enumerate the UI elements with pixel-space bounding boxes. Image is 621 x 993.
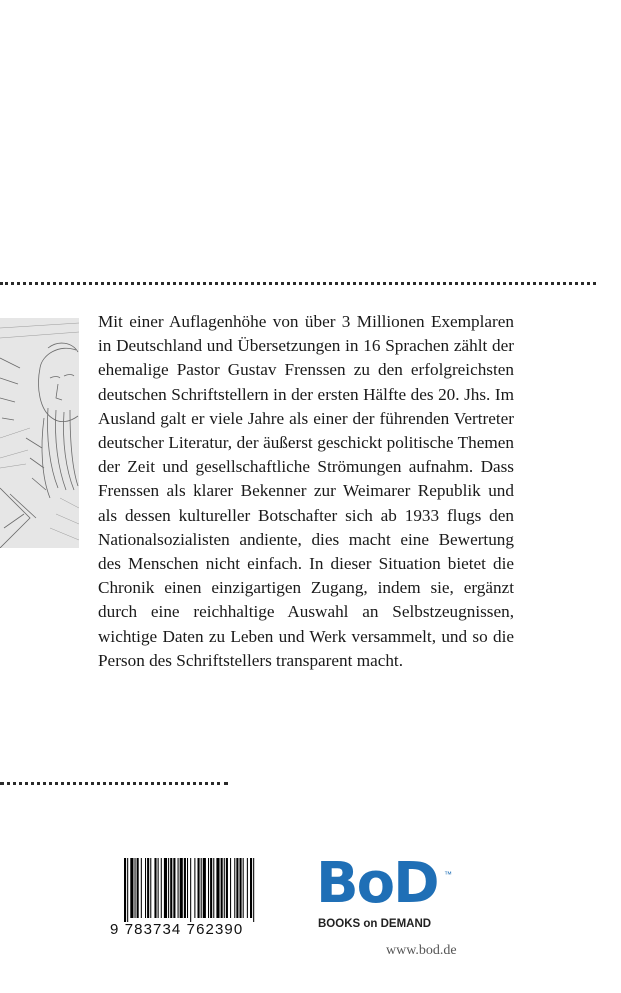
dotted-divider-top [0,282,596,285]
bod-wordmark: BoD [316,851,438,916]
isbn-digits: 9 783734 762390 [110,921,244,938]
author-portrait-image [0,318,79,548]
barcode-bars-icon [110,858,280,922]
publisher-url-link[interactable]: www.bod.de [386,943,457,958]
trademark-symbol: ™ [444,870,452,879]
publisher-logo[interactable] [316,851,466,934]
isbn-barcode [110,858,280,938]
dotted-divider-bottom [0,782,228,785]
back-cover-blurb: Mit einer Auflagenhöhe von über 3 Millionen Exemplaren in Deutschland und Übersetzungen in 16 Sprachen zählt der ehemalige Pastor Gustav Frenssen zu den erfolgreichsten deutschen Schriftstellern in der ersten Hälfte des 20. Jhs. Im Ausland galt er viele Jahre als einer der führenden Vertreter deutscher Literatur, der äußerst geschickt politische Themen der Zeit und gesellschaftliche Strömungen aufnahm. Dass Frenssen als klarer Bekenner zur Weimarer Republik und als dessen kultureller Botschafter sich ab 1933 flugs den Nationalsozialisten andiente, dies macht eine Bewertung des Menschen nicht einfach. In dieser Situation bietet die Chronik einen einzigartigen Zugang, indem sie, ergänzt durch eine reichhaltige Auswahl an Selbstzeugnissen, wichtige Daten zu Leben und Werk versammelt, und so die Person des Schriftstellers transparent macht. [98,312,514,670]
publisher-tagline: BOOKS on DEMAND [318,918,432,930]
